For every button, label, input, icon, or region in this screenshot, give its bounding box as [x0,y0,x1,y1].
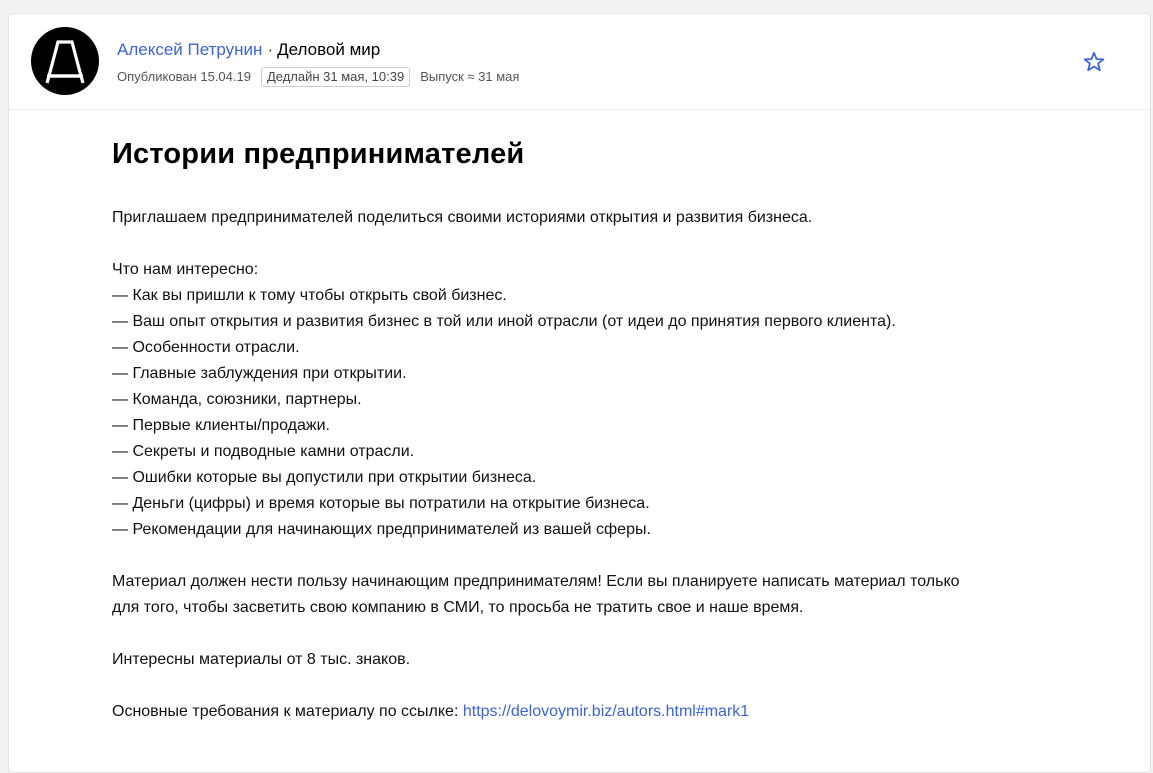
meta-line [117,67,519,87]
author-separator: · [267,40,274,59]
list-item: — Команда, союзники, партнеры. [112,391,362,408]
release-date: Выпуск ≈ 31 мая [420,69,520,84]
deadline-badge: Дедлайн 31 мая, 10:39 [261,67,410,87]
list-item: — Главные заблуждения при открытии. [112,365,407,382]
list-item: — Рекомендации для начинающих предпринимателей из вашей сферы. [112,521,651,538]
list-item: — Ваш опыт открытия и развития бизнес в той или иной отрасли (от идеи до принятия первого клиента). [112,313,896,330]
intro-paragraph: Приглашаем предпринимателей поделиться своими историями открытия и развития бизнеса. [112,209,813,226]
delta-logo-icon [45,38,85,84]
article-title: Истории предпринимателей [112,138,525,170]
author-line [117,39,380,61]
usefulness-paragraph-line: для того, чтобы засветить свою компанию в СМИ, то просьба не тратить свое и наше время. [112,599,804,616]
published-date: Опубликован 15.04.19 [117,69,251,84]
list-item: — Деньги (цифры) и время которые вы потратили на открытие бизнеса. [112,495,650,512]
post-header [9,14,1150,110]
publication-avatar[interactable] [31,27,99,95]
requirements-prefix: Основные требования к материалу по ссылке: [112,703,463,720]
requirements-link[interactable]: https://delovoymir.biz/autors.html#mark1 [462,703,750,720]
usefulness-paragraph-line: Материал должен нести пользу начинающим предпринимателям! Если вы планируете написать материал только [112,573,960,590]
publication-name[interactable]: Деловой мир [277,40,381,59]
requirements-paragraph [112,699,1072,725]
author-link[interactable]: Алексей Петрунин [117,40,263,59]
list-item: — Ошибки которые вы допустили при открытии бизнеса. [112,469,537,486]
interest-heading: Что нам интересно: [112,261,259,278]
article-body [112,205,1072,725]
list-item: — Секреты и подводные камни отрасли. [112,443,415,460]
list-item: — Особенности отрасли. [112,339,300,356]
article-content [112,136,1072,725]
list-item: — Как вы пришли к тому чтобы открыть свой бизнес. [112,287,507,304]
post-card [8,13,1151,773]
star-outline-icon[interactable] [1082,50,1106,74]
list-item: — Первые клиенты/продажи. [112,417,330,434]
length-paragraph: Интересны материалы от 8 тыс. знаков. [112,651,411,668]
